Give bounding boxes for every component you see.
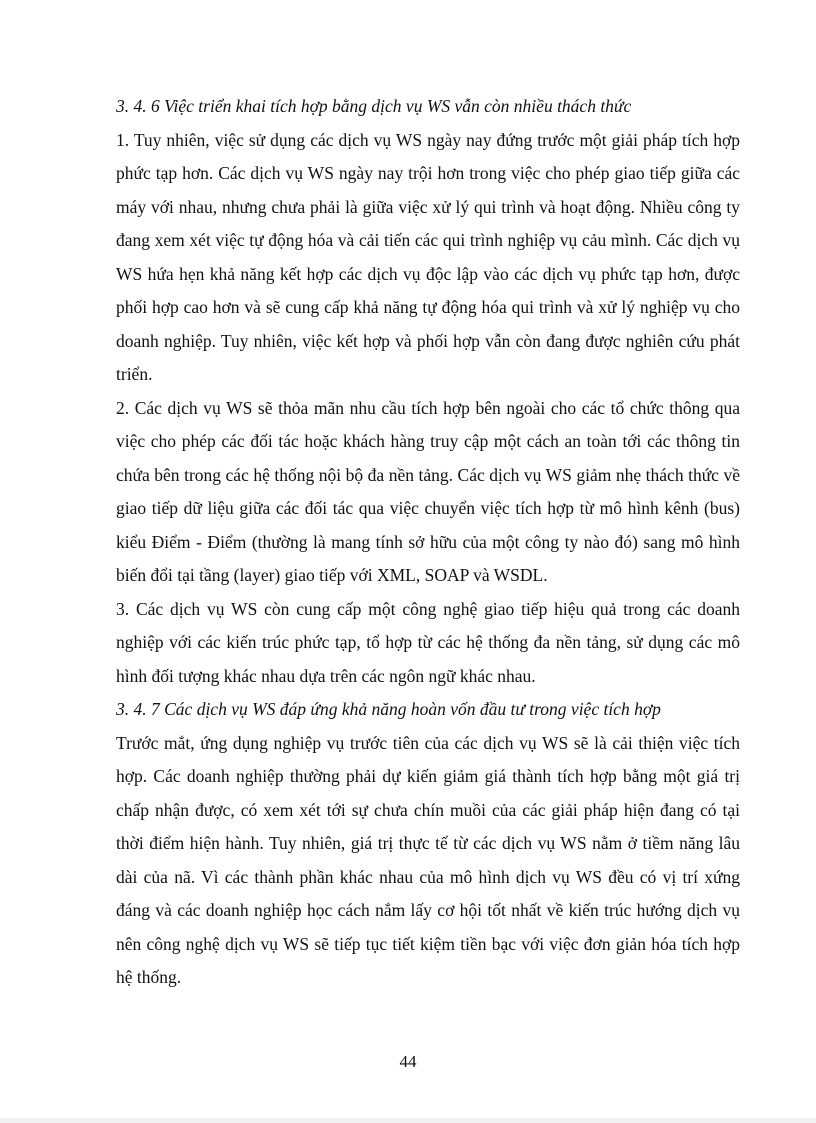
page-number: 44 [399,1052,417,1071]
section-heading-3-4-6: 3. 4. 6 Việc triển khai tích hợp bằng dịch vụ WS vẫn còn nhiều thách thức [116,96,632,116]
page-bottom-edge [0,1118,816,1123]
paragraph-roi: Trước mắt, ứng dụng nghiệp vụ trước tiên của các dịch vụ WS sẽ là cải thiện việc tích hợp. Các doanh nghiệp thường phải dự kiến giảm giá thành tích hợp bằng một giá trị chấp nhận được, có xem xét tới sự chưa chín muồi của các giải pháp hiện đang có tại thời điểm hiện hành. Tuy nhiên, giá trị thực tế từ các dịch vụ WS nằm ở tiềm năng lâu dài của nã. Vì các thành phần khác nhau của mô hình dịch vụ WS đều có vị trí xứng đáng và các doanh nghiệp học cách nắm lấy cơ hội tốt nhất về kiến trúc hướng dịch vụ nên công nghệ dịch vụ WS sẽ tiếp tục tiết kiệm tiền bạc với việc đơn giản hóa tích hợp hệ thống. [116,732,740,987]
paragraph-item-3: 3. Các dịch vụ WS còn cung cấp một công nghệ giao tiếp hiệu quả trong các doanh nghiệp với các kiến trúc phức tạp, tổ hợp từ các hệ thống đa nền tảng, sử dụng các mô hình đối tượng khác nhau dựa trên các ngôn ngữ khác nhau. [116,598,740,686]
page-body [116,90,740,995]
paragraph-item-2: 2. Các dịch vụ WS sẽ thỏa mãn nhu cầu tích hợp bên ngoài cho các tổ chức thông qua việc cho phép các đối tác hoặc khách hàng truy cập một cách an toàn tới các thông tin chứa bên trong các hệ thống nội bộ đa nền tảng. Các dịch vụ WS giảm nhẹ thách thức về giao tiếp dữ liệu giữa các đối tác qua việc chuyển việc tích hợp từ mô hình kênh (bus) kiểu Điểm - Điểm (thường là mang tính sở hữu của một công ty nào đó) sang mô hình biến đổi tại tầng (layer) giao tiếp với XML, SOAP và WSDL. [116,397,740,585]
section-heading-3-4-7: 3. 4. 7 Các dịch vụ WS đáp ứng khả năng hoàn vốn đầu tư trong việc tích hợp [116,699,661,719]
paragraph-item-1: 1. Tuy nhiên, việc sử dụng các dịch vụ WS ngày nay đứng trước một giải pháp tích hợp phức tạp hơn. Các dịch vụ WS ngày nay trội hơn trong việc cho phép giao tiếp giữa các máy với nhau, nhưng chưa phải là giữa việc xử lý qui trình và hoạt động. Nhiều công ty đang xem xét việc tự động hóa và cải tiến các qui trình nghiệp vụ cảu mình. Các dịch vụ WS hứa hẹn khả năng kết hợp các dịch vụ độc lập vào các dịch vụ phức tạp hơn, được phối hợp cao hơn và sẽ cung cấp khả năng tự động hóa qui trình và xử lý nghiệp vụ cho doanh nghiệp. Tuy nhiên, việc kết hợp và phối hợp vẫn còn đang được nghiên cứu phát triển. [116,129,740,384]
